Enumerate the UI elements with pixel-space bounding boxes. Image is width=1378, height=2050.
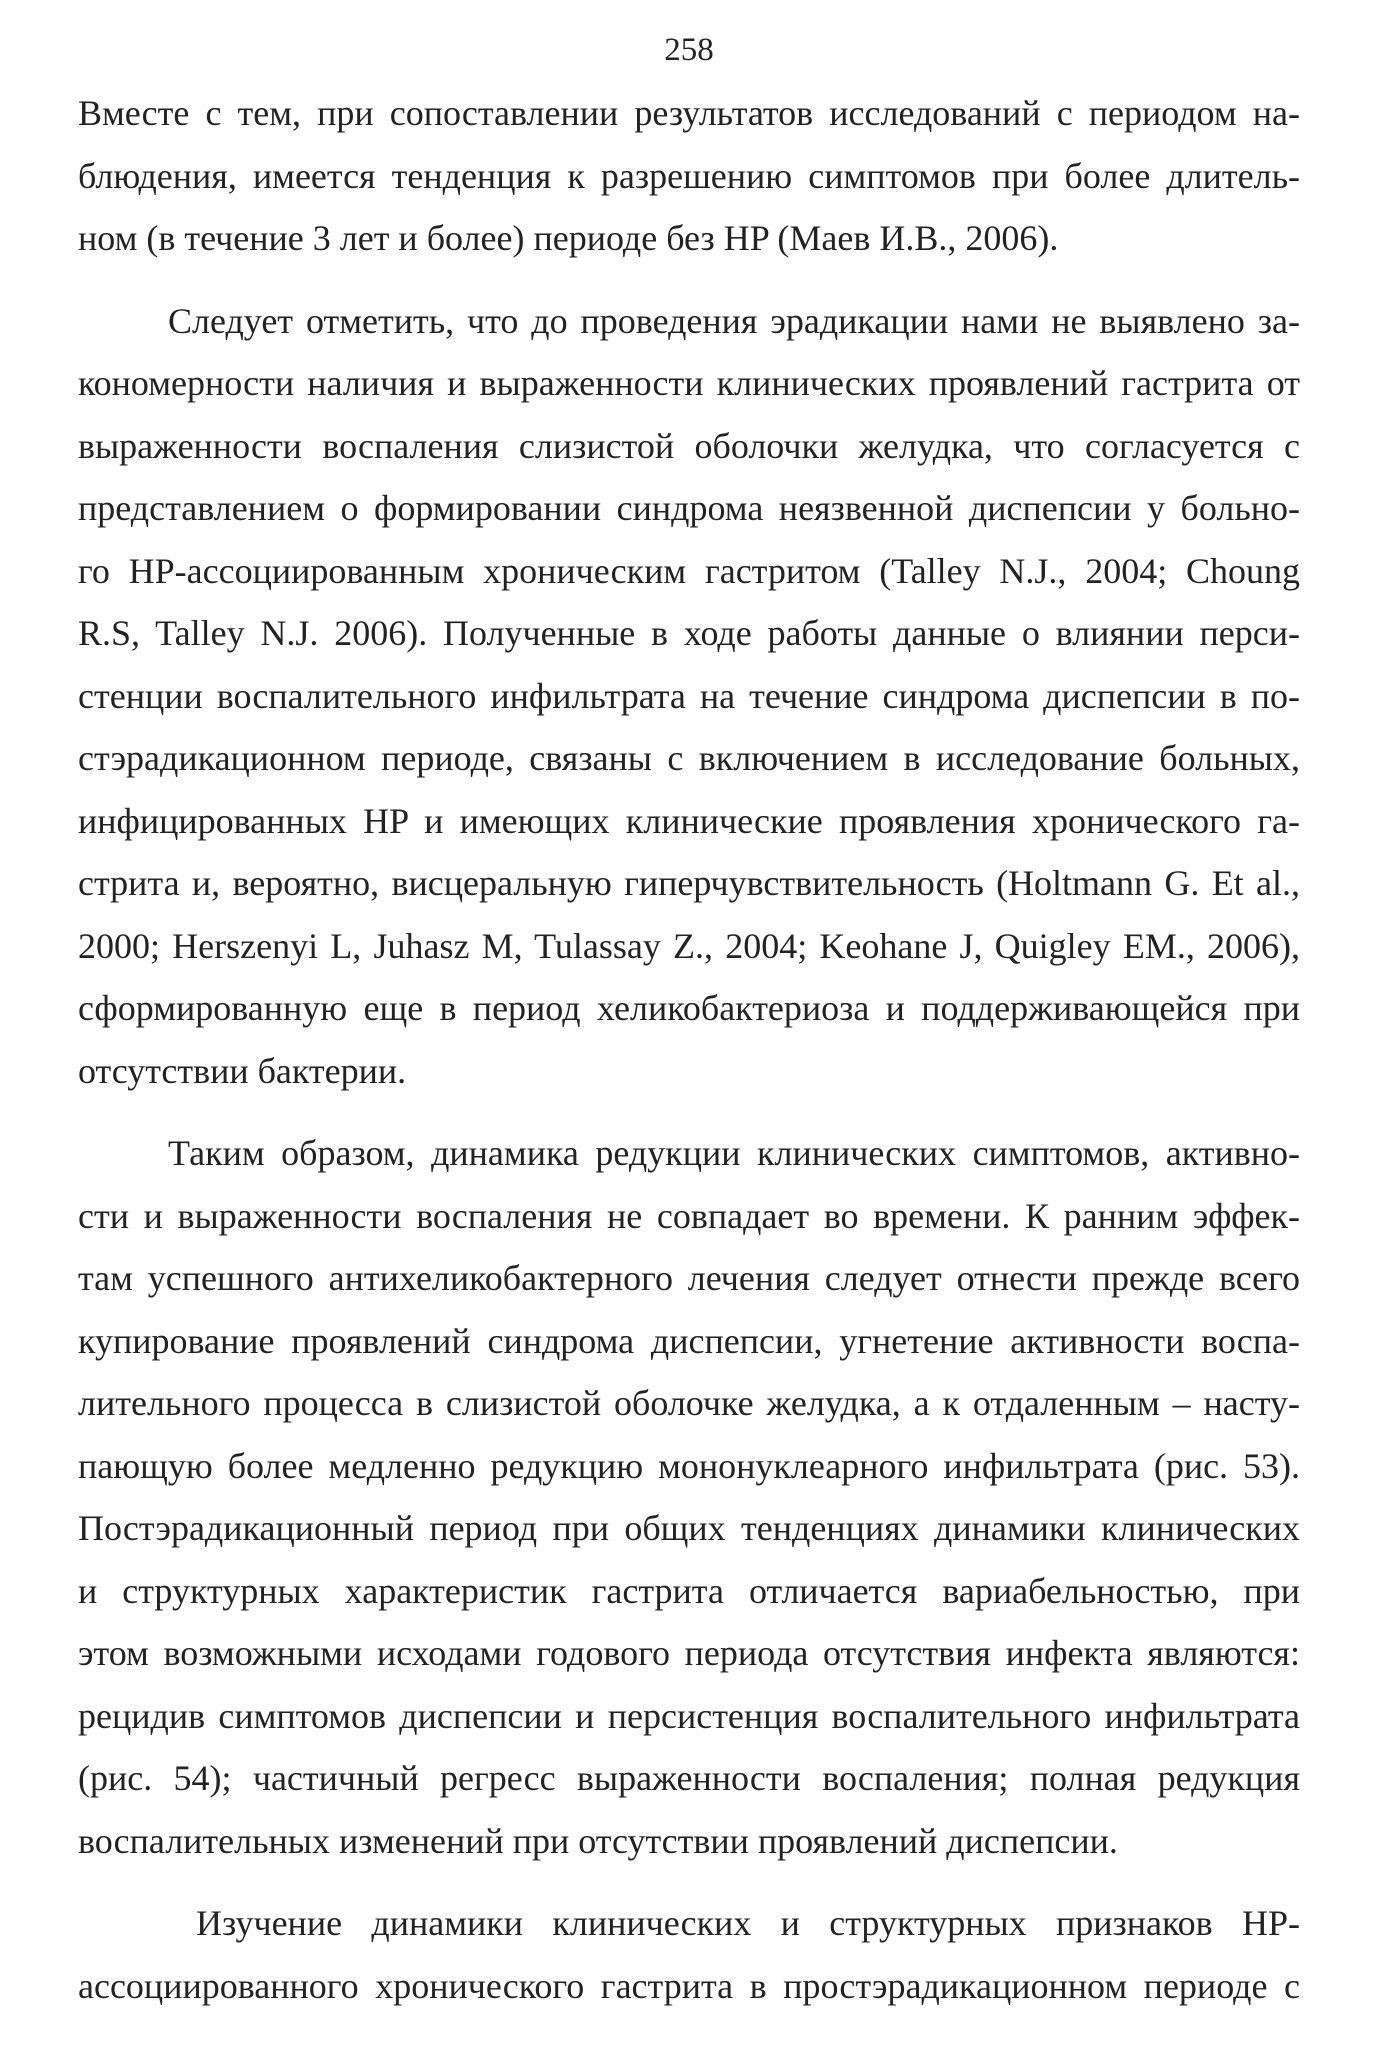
text-line: стенции воспалительного инфильтрата на течение синдрома диспепсии в по- <box>78 675 1300 716</box>
text-line: лительного процесса в слизистой оболочке желудка, а к отдаленным – насту- <box>78 1383 1300 1423</box>
text-line: 2000; Herszenyi L, Juhasz M, Tulassay Z., 2004; Keohane J, Quigley EM., 2006), <box>78 925 1300 966</box>
text-line: Таким образом, динамика редукции клинических симптомов, активно- <box>168 1133 1300 1173</box>
text-line: стэрадикационном периоде, связаны с включением в исследование больных, <box>78 738 1300 778</box>
paragraph <box>78 290 1300 1103</box>
text-line: инфицированных HP и имеющих клинические проявления хронического га- <box>78 800 1300 841</box>
paragraph <box>78 1892 1300 2017</box>
paragraph <box>78 1122 1300 1872</box>
text-line: Изучение динамики клинических и структурных признаков НР- <box>196 1903 1300 1943</box>
paragraph-gap <box>78 1102 1300 1122</box>
text-line: рецидив симптомов диспепсии и персистенция воспалительного инфильтрата <box>78 1695 1300 1736</box>
document-page <box>78 0 1300 2050</box>
text-line: R.S, Talley N.J. 2006). Полученные в ходе работы данные о влиянии перси- <box>78 613 1300 653</box>
text-line: отсутствии бактерии. <box>78 1050 407 1091</box>
text-line: ассоциированного хронического гастрита в простэрадикационном периоде с <box>78 1965 1300 2006</box>
text-line: пающую более медленно редукцию мононуклеарного инфильтрата (рис. 53). <box>78 1445 1300 1486</box>
text-line: (рис. 54); частичный регресс выраженности воспаления; полная редукция <box>78 1758 1300 1798</box>
paragraph-gap <box>78 270 1300 290</box>
text-line: сформированную еще в период хеликобактериоза и поддерживающейся при <box>78 988 1300 1028</box>
text-line: блюдения, имеется тенденция к разрешению симптомов при более длитель- <box>78 155 1300 196</box>
text-line: этом возможными исходами годового периода отсутствия инфекта являются: <box>78 1633 1300 1673</box>
text-line: и структурных характеристик гастрита отличается вариабельностью, при <box>78 1570 1300 1611</box>
page-number: 258 <box>664 32 714 68</box>
body-text <box>78 82 1300 2017</box>
text-line: ном (в течение 3 лет и более) периоде без HP (Маев И.В., 2006). <box>78 218 1059 258</box>
paragraph <box>78 82 1300 270</box>
text-line: представлением о формировании синдрома неязвенной диспепсии у больно- <box>78 488 1300 528</box>
text-line: стрита и, вероятно, висцеральную гиперчувствительность (Holtmann G. Et al., <box>78 863 1300 903</box>
text-line: воспалительных изменений при отсутствии проявлений диспепсии. <box>78 1820 1118 1861</box>
text-line: го НР-ассоциированным хроническим гастритом (Talley N.J., 2004; Choung <box>78 550 1300 591</box>
text-line: купирование проявлений синдрома диспепсии, угнетение активности воспа- <box>78 1320 1300 1361</box>
text-line: сти и выраженности воспаления не совпадает во времени. К ранним эффек- <box>78 1195 1300 1236</box>
text-line: выраженности воспаления слизистой оболочки желудка, что согласуется с <box>78 425 1300 466</box>
text-line: там успешного антихеликобактерного лечения следует отнести прежде всего <box>78 1258 1300 1298</box>
text-line: Постэрадикационный период при общих тенденциях динамики клинических <box>78 1508 1300 1548</box>
paragraph-gap <box>78 1872 1300 1892</box>
text-line: кономерности наличия и выраженности клинических проявлений гастрита от <box>78 363 1300 403</box>
text-line: Следует отметить, что до проведения эрадикации нами не выявлено за- <box>168 300 1300 341</box>
text-line: Вместе с тем, при сопоставлении результатов исследований с периодом на- <box>78 93 1300 133</box>
